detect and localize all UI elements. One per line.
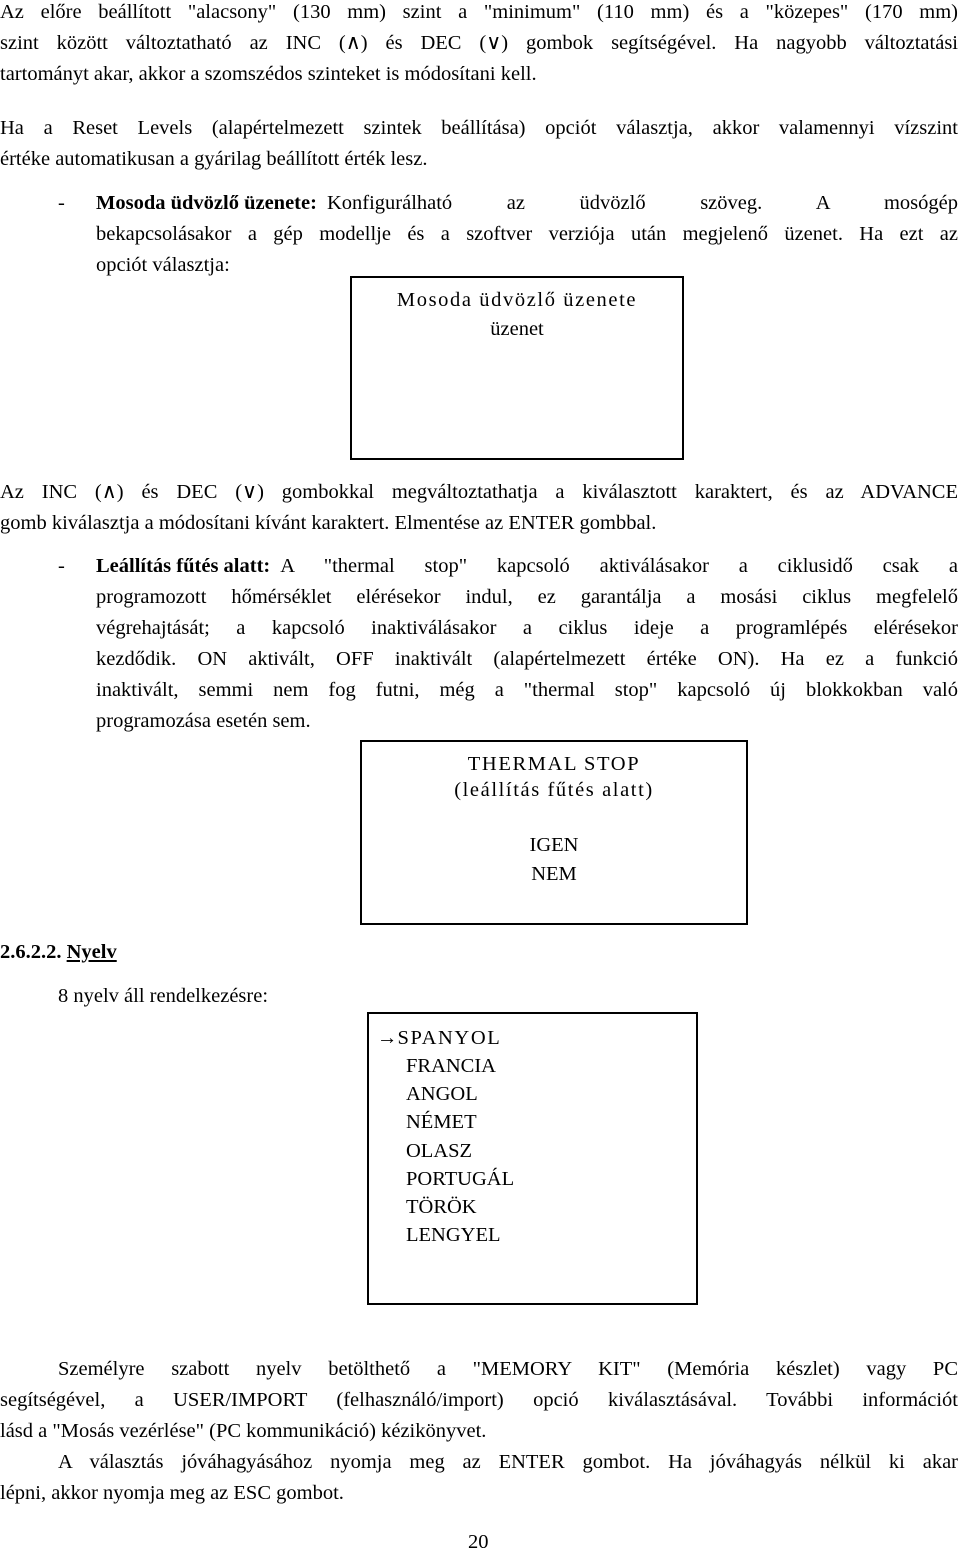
welcome-box-value: üzenet bbox=[490, 318, 544, 340]
language-item-francia[interactable]: FRANCIA bbox=[406, 1055, 496, 1077]
inc-dec-line-2: gomb kiválasztja a módosítani kívánt karaktert. Elmentése az ENTER gombbal. bbox=[0, 512, 657, 534]
welcome-line-2: bekapcsolásakor a gép modellje és a szoftver verziója után megjelenő üzenet. Ha ezt az bbox=[96, 223, 958, 245]
confirm-line-2: lépni, akkor nyomja meg az ESC gombot. bbox=[0, 1482, 344, 1504]
thermal-box-subtitle: (leállítás fűtés alatt) bbox=[454, 779, 654, 801]
heating-line-1 bbox=[96, 556, 958, 577]
welcome-dash: - bbox=[58, 192, 65, 214]
heating-line-4: kezdődik. ON aktivált, OFF inaktivált (alapértelmezett értéke ON). Ha ez a funkció bbox=[96, 648, 958, 670]
intro-line-3: tartományt akar, akkor a szomszédos szinteket is módosítani kell. bbox=[0, 63, 537, 85]
language-item-nemet[interactable]: NÉMET bbox=[406, 1111, 477, 1133]
heating-line-2: programozott hőmérséklet elérésekor indul, ez garantálja a mosási ciklus megfelelő bbox=[96, 586, 958, 608]
reset-line-1: Ha a Reset Levels (alapértelmezett szintek beállítása) opciót választja, akkor valamennyi vízszint bbox=[0, 117, 958, 139]
section-heading bbox=[0, 942, 117, 963]
welcome-line-1-rest: Konfigurálható az üdvözlő szöveg. A mosógép bbox=[326, 192, 958, 214]
heating-line-1-rest: A "thermal stop" kapcsoló aktiválásakor a ciklusidő csak a bbox=[280, 555, 958, 577]
welcome-message-box bbox=[350, 276, 684, 460]
language-item-torok[interactable]: TÖRÖK bbox=[406, 1196, 477, 1218]
thermal-stop-box bbox=[360, 740, 748, 925]
confirm-line-1: A választás jóváhagyásához nyomja meg az ENTER gombot. Ha jóváhagyás nélkül ki akar bbox=[58, 1451, 958, 1473]
section-intro: 8 nyelv áll rendelkezésre: bbox=[58, 985, 269, 1007]
intro-line-2: szint között változtatható az INC (∧) és DEC (∨) gombok segítségével. Ha nagyobb változtatási bbox=[0, 32, 958, 54]
language-item-angol[interactable]: ANGOL bbox=[406, 1083, 478, 1105]
thermal-box-title: THERMAL STOP bbox=[467, 753, 641, 775]
language-list-box bbox=[367, 1012, 698, 1305]
heating-dash: - bbox=[58, 555, 65, 577]
custom-line-1: Személyre szabott nyelv betölthető a "MEMORY KIT" (Memória készlet) vagy PC bbox=[58, 1358, 958, 1380]
page-number: 20 bbox=[468, 1531, 489, 1553]
custom-line-2: segítségével, a USER/IMPORT (felhasználó/import) opció kiválasztásával. További információt bbox=[0, 1389, 958, 1411]
welcome-line-1 bbox=[96, 193, 958, 214]
reset-line-2: értéke automatikusan a gyárilag beállított érték lesz. bbox=[0, 148, 428, 170]
heating-line-6: programozása esetén sem. bbox=[96, 710, 311, 732]
heating-line-5: inaktivált, semmi nem fog futni, még a "thermal stop" kapcsoló új blokkokban való bbox=[96, 679, 958, 701]
language-item-lengyel[interactable]: LENGYEL bbox=[406, 1224, 501, 1246]
section-title: Nyelv bbox=[66, 941, 117, 963]
language-item-olasz[interactable]: OLASZ bbox=[406, 1140, 473, 1162]
section-number: 2.6.2.2. bbox=[0, 941, 62, 963]
welcome-box-title: Mosoda üdvözlő üzenete bbox=[396, 289, 638, 311]
language-item-selected[interactable] bbox=[377, 1028, 501, 1049]
language-label-spanyol: SPANYOL bbox=[397, 1027, 502, 1049]
thermal-option-igen: IGEN bbox=[529, 834, 579, 856]
thermal-option-nem: NEM bbox=[531, 863, 577, 885]
heating-title: Leállítás fűtés alatt: bbox=[96, 555, 271, 577]
custom-line-3: lásd a "Mosás vezérlése" (PC kommunikáció) kézikönyvet. bbox=[0, 1420, 487, 1442]
selection-arrow-icon: → bbox=[377, 1027, 398, 1049]
intro-line-1: Az előre beállított "alacsony" (130 mm) szint a "minimum" (110 mm) és a "közepes" (170 mm) bbox=[0, 1, 958, 23]
welcome-title: Mosoda üdvözlő üzenete: bbox=[96, 192, 317, 214]
inc-dec-line-1: Az INC (∧) és DEC (∨) gombokkal megváltoztathatja a kiválasztott karaktert, és az ADVANCE bbox=[0, 481, 958, 503]
welcome-line-3: opciót választja: bbox=[96, 254, 230, 276]
heating-line-3: végrehajtását; a kapcsoló inaktiválásakor a ciklus ideje a programlépés elérésekor bbox=[96, 617, 958, 639]
language-item-portugal[interactable]: PORTUGÁL bbox=[406, 1168, 515, 1190]
